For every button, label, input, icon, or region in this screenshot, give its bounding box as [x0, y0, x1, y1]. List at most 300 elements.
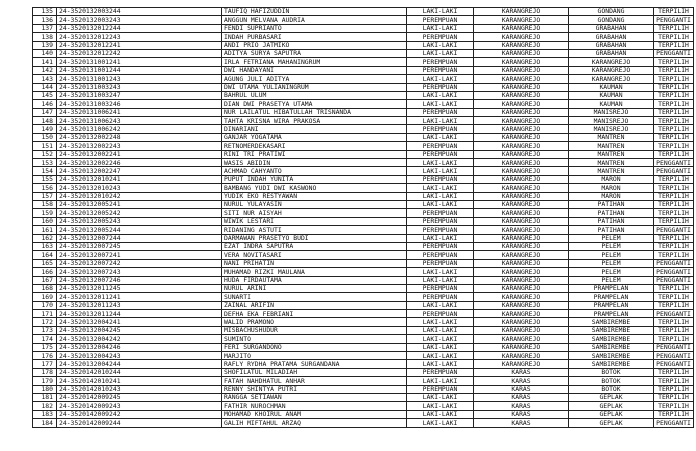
candidate-name-cell: RIDANING ASTUTI: [222, 226, 407, 234]
registration-id-cell: 24-3520131006241: [57, 108, 222, 116]
registration-id-cell: 24-3520131006243: [57, 117, 222, 125]
gender-cell: LAKI-LAKI: [407, 100, 474, 108]
gender-cell: LAKI-LAKI: [407, 8, 474, 16]
registration-id-cell: 24-3520132003244: [57, 8, 222, 16]
row-number-cell: 176: [33, 352, 57, 360]
village-cell: KARANGREJO: [569, 75, 654, 83]
gender-cell: LAKI-LAKI: [407, 326, 474, 334]
status-cell: PENGGANTI: [654, 167, 694, 175]
district-cell: KARAS: [474, 410, 569, 418]
district-cell: KARANGREJO: [474, 16, 569, 24]
row-number-cell: 172: [33, 318, 57, 326]
gender-cell: LAKI-LAKI: [407, 234, 474, 242]
gender-cell: PEREMPUAN: [407, 66, 474, 74]
table-row: [33, 167, 694, 175]
status-cell: TERPILIH: [654, 318, 694, 326]
district-cell: KARANGREJO: [474, 150, 569, 158]
village-cell: MARON: [569, 175, 654, 183]
candidate-name-cell: RAFLY RYDHA PRATAMA SURGANDANA: [222, 360, 407, 368]
candidate-name-cell: DINARIANI: [222, 125, 407, 133]
status-cell: TERPILIH: [654, 175, 694, 183]
candidate-name-cell: NURUL YULAYASIN: [222, 200, 407, 208]
status-cell: TERPILIH: [654, 108, 694, 116]
table-row: [33, 335, 694, 343]
row-number-cell: 142: [33, 66, 57, 74]
table-row: [33, 251, 694, 259]
gender-cell: PEREMPUAN: [407, 226, 474, 234]
gender-cell: LAKI-LAKI: [407, 133, 474, 141]
gender-cell: LAKI-LAKI: [407, 276, 474, 284]
district-cell: KARANGREJO: [474, 200, 569, 208]
village-cell: SAMBIREMBE: [569, 352, 654, 360]
row-number-cell: 173: [33, 326, 57, 334]
status-cell: PENGGANTI: [654, 159, 694, 167]
status-cell: TERPILIH: [654, 8, 694, 16]
table-row: [33, 318, 694, 326]
registration-id-cell: 24-3520132005242: [57, 209, 222, 217]
candidate-name-cell: ANDI PRIO JATMIKO: [222, 41, 407, 49]
candidate-name-cell: AGUNG JULI ADITYA: [222, 75, 407, 83]
candidate-name-cell: MOHAMAD KHOIRUL ANAM: [222, 410, 407, 418]
row-number-cell: 184: [33, 419, 57, 427]
district-cell: KARANGREJO: [474, 251, 569, 259]
table-row: [33, 301, 694, 309]
table-row: [33, 360, 694, 368]
registration-id-cell: 24-3520142009245: [57, 393, 222, 401]
registration-id-cell: 24-3520132002241: [57, 150, 222, 158]
row-number-cell: 149: [33, 125, 57, 133]
row-number-cell: 168: [33, 284, 57, 292]
district-cell: KARANGREJO: [474, 284, 569, 292]
registration-id-cell: 24-3520131003247: [57, 91, 222, 99]
table-row: [33, 276, 694, 284]
candidate-name-cell: MARJITO: [222, 352, 407, 360]
status-cell: TERPILIH: [654, 293, 694, 301]
gender-cell: LAKI-LAKI: [407, 301, 474, 309]
candidate-name-cell: FATAH NAHDHATUL ANHAR: [222, 377, 407, 385]
row-number-cell: 182: [33, 402, 57, 410]
row-number-cell: 160: [33, 217, 57, 225]
gender-cell: LAKI-LAKI: [407, 335, 474, 343]
candidate-name-cell: DARMAWAN PRASETYO BUDI: [222, 234, 407, 242]
gender-cell: LAKI-LAKI: [407, 117, 474, 125]
gender-cell: LAKI-LAKI: [407, 200, 474, 208]
status-cell: TERPILIH: [654, 377, 694, 385]
table-row: [33, 410, 694, 418]
registration-id-cell: 24-3520132005241: [57, 200, 222, 208]
status-cell: TERPILIH: [654, 41, 694, 49]
registration-id-cell: 24-3520132004245: [57, 326, 222, 334]
registration-id-cell: 24-3520132012243: [57, 33, 222, 41]
registration-id-cell: 24-3520132012242: [57, 49, 222, 57]
village-cell: PELEM: [569, 268, 654, 276]
registration-id-cell: 24-3520131006242: [57, 125, 222, 133]
district-cell: KARANGREJO: [474, 167, 569, 175]
status-cell: TERPILIH: [654, 75, 694, 83]
candidate-name-cell: ADITYA SURYA SAPUTRA: [222, 49, 407, 57]
row-number-cell: 164: [33, 251, 57, 259]
village-cell: GEPLAK: [569, 393, 654, 401]
row-number-cell: 175: [33, 343, 57, 351]
village-cell: BOTOK: [569, 385, 654, 393]
village-cell: KARANGREJO: [569, 66, 654, 74]
candidate-name-cell: RENNY SHINTYA PUTRI: [222, 385, 407, 393]
table-row: [33, 125, 694, 133]
gender-cell: LAKI-LAKI: [407, 91, 474, 99]
village-cell: SAMBIREMBE: [569, 343, 654, 351]
status-cell: TERPILIH: [654, 251, 694, 259]
status-cell: TERPILIH: [654, 125, 694, 133]
village-cell: SAMBIREMBE: [569, 360, 654, 368]
status-cell: TERPILIH: [654, 184, 694, 192]
district-cell: KARANGREJO: [474, 310, 569, 318]
district-cell: KARANGREJO: [474, 352, 569, 360]
table-row: [33, 41, 694, 49]
registration-id-cell: 24-3520132012241: [57, 41, 222, 49]
row-number-cell: 169: [33, 293, 57, 301]
row-number-cell: 162: [33, 234, 57, 242]
table-row: [33, 352, 694, 360]
table-row: [33, 343, 694, 351]
status-cell: TERPILIH: [654, 58, 694, 66]
village-cell: MANTREN: [569, 159, 654, 167]
district-cell: KARANGREJO: [474, 259, 569, 267]
table-row: [33, 310, 694, 318]
status-cell: TERPILIH: [654, 242, 694, 250]
district-cell: KARANGREJO: [474, 133, 569, 141]
table-row: [33, 268, 694, 276]
gender-cell: PEREMPUAN: [407, 16, 474, 24]
candidate-name-cell: ACHMAD CAHYANTO: [222, 167, 407, 175]
village-cell: PRAMPELAN: [569, 293, 654, 301]
table-row: [33, 83, 694, 91]
status-cell: TERPILIH: [654, 284, 694, 292]
village-cell: SAMBIREMBE: [569, 326, 654, 334]
district-cell: KARANGREJO: [474, 83, 569, 91]
registration-id-cell: 24-3520132007246: [57, 276, 222, 284]
gender-cell: LAKI-LAKI: [407, 393, 474, 401]
village-cell: GRABAHAN: [569, 33, 654, 41]
village-cell: PATIHAN: [569, 217, 654, 225]
status-cell: PENGGANTI: [654, 310, 694, 318]
row-number-cell: 150: [33, 133, 57, 141]
candidate-name-cell: TAUFIQ HAFIZUDDIN: [222, 8, 407, 16]
gender-cell: LAKI-LAKI: [407, 159, 474, 167]
row-number-cell: 165: [33, 259, 57, 267]
status-cell: TERPILIH: [654, 217, 694, 225]
district-cell: KARANGREJO: [474, 268, 569, 276]
district-cell: KARANGREJO: [474, 41, 569, 49]
status-cell: TERPILIH: [654, 91, 694, 99]
status-cell: PENGGANTI: [654, 259, 694, 267]
table-row: [33, 385, 694, 393]
table-row: [33, 368, 694, 376]
row-number-cell: 146: [33, 100, 57, 108]
table-row: [33, 192, 694, 200]
row-number-cell: 141: [33, 58, 57, 66]
village-cell: PELEM: [569, 259, 654, 267]
registration-id-cell: 24-3520142010243: [57, 385, 222, 393]
district-cell: KARANGREJO: [474, 91, 569, 99]
district-cell: KARANGREJO: [474, 117, 569, 125]
district-cell: KARANGREJO: [474, 33, 569, 41]
registration-id-cell: 24-3520132011244: [57, 310, 222, 318]
registration-id-cell: 24-3520131001241: [57, 58, 222, 66]
candidate-name-cell: GANJAR YOGATAMA: [222, 133, 407, 141]
row-number-cell: 147: [33, 108, 57, 116]
registration-id-cell: 24-3520131001243: [57, 75, 222, 83]
village-cell: GEPLAK: [569, 410, 654, 418]
village-cell: PELEM: [569, 234, 654, 242]
registration-id-cell: 24-3520142009243: [57, 402, 222, 410]
row-number-cell: 170: [33, 301, 57, 309]
village-cell: PELEM: [569, 276, 654, 284]
candidate-name-cell: DWI UTAMA YULIANINGRUM: [222, 83, 407, 91]
village-cell: MANTREN: [569, 167, 654, 175]
status-cell: PENGGANTI: [654, 343, 694, 351]
registration-id-cell: 24-3520132004242: [57, 335, 222, 343]
candidate-name-cell: SUNARTI: [222, 293, 407, 301]
table-row: [33, 58, 694, 66]
table-row: [33, 66, 694, 74]
registration-id-cell: 24-3520131001244: [57, 66, 222, 74]
table-body: [33, 8, 694, 428]
candidate-name-cell: MUHAMAD RIZKI MAULANA: [222, 268, 407, 276]
registration-id-cell: 24-3520132007244: [57, 234, 222, 242]
district-cell: KARANGREJO: [474, 226, 569, 234]
candidate-name-cell: ANGGUN MELVANA AUDRIA: [222, 16, 407, 24]
village-cell: KARANGREJO: [569, 58, 654, 66]
row-number-cell: 153: [33, 159, 57, 167]
registration-id-cell: 24-3520132007245: [57, 242, 222, 250]
table-row: [33, 259, 694, 267]
status-cell: PENGGANTI: [654, 419, 694, 427]
gender-cell: LAKI-LAKI: [407, 360, 474, 368]
row-number-cell: 171: [33, 310, 57, 318]
row-number-cell: 140: [33, 49, 57, 57]
table-row: [33, 24, 694, 32]
status-cell: TERPILIH: [654, 24, 694, 32]
table-row: [33, 33, 694, 41]
village-cell: GEPLAK: [569, 419, 654, 427]
candidate-name-cell: YUDIK EKO RESTYAWAN: [222, 192, 407, 200]
candidate-name-cell: SITI NUR AISYAH: [222, 209, 407, 217]
village-cell: PRAMPELAN: [569, 301, 654, 309]
registration-id-cell: 24-3520132004244: [57, 360, 222, 368]
district-cell: KARAS: [474, 368, 569, 376]
table-row: [33, 133, 694, 141]
district-cell: KARANGREJO: [474, 360, 569, 368]
district-cell: KARANGREJO: [474, 192, 569, 200]
district-cell: KARANGREJO: [474, 125, 569, 133]
village-cell: MANTREN: [569, 133, 654, 141]
village-cell: MANTREN: [569, 150, 654, 158]
gender-cell: LAKI-LAKI: [407, 192, 474, 200]
district-cell: KARAS: [474, 377, 569, 385]
village-cell: MARON: [569, 184, 654, 192]
table-row: [33, 91, 694, 99]
village-cell: BOTOK: [569, 368, 654, 376]
village-cell: SAMBIREMBE: [569, 335, 654, 343]
registration-id-cell: 24-3520132004241: [57, 318, 222, 326]
registration-id-cell: 24-3520132002248: [57, 133, 222, 141]
row-number-cell: 139: [33, 41, 57, 49]
gender-cell: LAKI-LAKI: [407, 318, 474, 326]
village-cell: GEPLAK: [569, 402, 654, 410]
row-number-cell: 143: [33, 75, 57, 83]
candidate-name-cell: FATHIR NUROCHMAN: [222, 402, 407, 410]
row-number-cell: 166: [33, 268, 57, 276]
table-row: [33, 184, 694, 192]
row-number-cell: 177: [33, 360, 57, 368]
row-number-cell: 138: [33, 33, 57, 41]
registration-id-cell: 24-3520132007243: [57, 268, 222, 276]
status-cell: TERPILIH: [654, 385, 694, 393]
row-number-cell: 155: [33, 175, 57, 183]
status-cell: PENGGANTI: [654, 16, 694, 24]
status-cell: TERPILIH: [654, 133, 694, 141]
village-cell: PATIHAN: [569, 200, 654, 208]
candidate-name-cell: ZAINAL ARIFIN: [222, 301, 407, 309]
district-cell: KARANGREJO: [474, 159, 569, 167]
candidate-name-cell: DWI HANDAYANI: [222, 66, 407, 74]
district-cell: KARANGREJO: [474, 8, 569, 16]
village-cell: MANISREJO: [569, 108, 654, 116]
village-cell: GONDANG: [569, 16, 654, 24]
status-cell: TERPILIH: [654, 100, 694, 108]
district-cell: KARANGREJO: [474, 75, 569, 83]
status-cell: TERPILIH: [654, 83, 694, 91]
candidate-name-cell: BAMBANG YUDI DWI KASWONO: [222, 184, 407, 192]
row-number-cell: 148: [33, 117, 57, 125]
village-cell: KAUMAN: [569, 100, 654, 108]
district-cell: KARANGREJO: [474, 24, 569, 32]
registration-id-cell: 24-3520142009244: [57, 419, 222, 427]
row-number-cell: 156: [33, 184, 57, 192]
registration-id-cell: 24-3520131003246: [57, 100, 222, 108]
village-cell: MANISREJO: [569, 117, 654, 125]
district-cell: KARANGREJO: [474, 276, 569, 284]
table-row: [33, 393, 694, 401]
table-row: [33, 175, 694, 183]
village-cell: GRABAHAN: [569, 49, 654, 57]
district-cell: KARANGREJO: [474, 293, 569, 301]
village-cell: MANTREN: [569, 142, 654, 150]
village-cell: PELEM: [569, 242, 654, 250]
registration-id-cell: 24-3520132011243: [57, 301, 222, 309]
status-cell: TERPILIH: [654, 209, 694, 217]
gender-cell: PEREMPUAN: [407, 83, 474, 91]
village-cell: BOTOK: [569, 377, 654, 385]
district-cell: KARANGREJO: [474, 49, 569, 57]
status-cell: PENGGANTI: [654, 360, 694, 368]
gender-cell: LAKI-LAKI: [407, 268, 474, 276]
district-cell: KARANGREJO: [474, 142, 569, 150]
table-row: [33, 8, 694, 16]
candidate-name-cell: FENDI SUPRIANTO: [222, 24, 407, 32]
candidate-name-cell: INDAH PURBASARI: [222, 33, 407, 41]
row-number-cell: 136: [33, 16, 57, 24]
row-number-cell: 174: [33, 335, 57, 343]
district-cell: KARANGREJO: [474, 335, 569, 343]
candidate-name-cell: RINI TRI PRATIWI: [222, 150, 407, 158]
row-number-cell: 152: [33, 150, 57, 158]
row-number-cell: 183: [33, 410, 57, 418]
candidate-name-cell: WALID PRAMONO: [222, 318, 407, 326]
table-row: [33, 293, 694, 301]
gender-cell: LAKI-LAKI: [407, 410, 474, 418]
village-cell: KAUMAN: [569, 83, 654, 91]
village-cell: PATIHAN: [569, 209, 654, 217]
registration-id-cell: 24-3520132011241: [57, 293, 222, 301]
candidate-name-cell: PUPUT INDAH YUNITA: [222, 175, 407, 183]
status-cell: TERPILIH: [654, 66, 694, 74]
table-row: [33, 75, 694, 83]
table-row: [33, 402, 694, 410]
village-cell: MANISREJO: [569, 125, 654, 133]
table-row: [33, 16, 694, 24]
registration-id-cell: 24-3520132002243: [57, 142, 222, 150]
district-cell: KARANGREJO: [474, 184, 569, 192]
row-number-cell: 167: [33, 276, 57, 284]
candidate-name-cell: FERI SURGANDONO: [222, 343, 407, 351]
district-cell: KARANGREJO: [474, 108, 569, 116]
registration-id-cell: 24-3520142010241: [57, 377, 222, 385]
status-cell: TERPILIH: [654, 301, 694, 309]
candidate-name-cell: NANI PRIHATIN: [222, 259, 407, 267]
status-cell: PENGGANTI: [654, 276, 694, 284]
table-row: [33, 234, 694, 242]
gender-cell: LAKI-LAKI: [407, 419, 474, 427]
gender-cell: PEREMPUAN: [407, 108, 474, 116]
status-cell: PENGGANTI: [654, 49, 694, 57]
district-cell: KARANGREJO: [474, 58, 569, 66]
gender-cell: PEREMPUAN: [407, 293, 474, 301]
candidate-name-cell: WIWIK LESTARI: [222, 217, 407, 225]
candidate-name-cell: BAHRUL ULUM: [222, 91, 407, 99]
registration-id-cell: 24-3520132011245: [57, 284, 222, 292]
status-cell: TERPILIH: [654, 326, 694, 334]
gender-cell: LAKI-LAKI: [407, 75, 474, 83]
row-number-cell: 178: [33, 368, 57, 376]
candidate-name-cell: MISBACHUSHUDUR: [222, 326, 407, 334]
registration-id-cell: 24-3520132004246: [57, 343, 222, 351]
table-row: [33, 217, 694, 225]
gender-cell: PEREMPUAN: [407, 284, 474, 292]
village-cell: GONDANG: [569, 8, 654, 16]
gender-cell: PEREMPUAN: [407, 33, 474, 41]
row-number-cell: 157: [33, 192, 57, 200]
table-row: [33, 200, 694, 208]
registration-id-cell: 24-3520132002246: [57, 159, 222, 167]
village-cell: SAMBIREMBE: [569, 318, 654, 326]
candidate-name-cell: GALIH MIFTAHUL ARZAQ: [222, 419, 407, 427]
status-cell: PENGGANTI: [654, 226, 694, 234]
status-cell: TERPILIH: [654, 200, 694, 208]
table-row: [33, 284, 694, 292]
candidate-name-cell: SUMINTO: [222, 335, 407, 343]
candidate-name-cell: VERA NOVITASARI: [222, 251, 407, 259]
candidate-name-cell: DEFHA EKA FEBRIANI: [222, 310, 407, 318]
row-number-cell: 179: [33, 377, 57, 385]
candidate-name-cell: RANGGA SETIAWAN: [222, 393, 407, 401]
row-number-cell: 154: [33, 167, 57, 175]
gender-cell: LAKI-LAKI: [407, 343, 474, 351]
district-cell: KARAS: [474, 393, 569, 401]
status-cell: TERPILIH: [654, 234, 694, 242]
candidate-name-cell: TAHTA KRISNA WIRA PRAKOSA: [222, 117, 407, 125]
district-cell: KARANGREJO: [474, 318, 569, 326]
